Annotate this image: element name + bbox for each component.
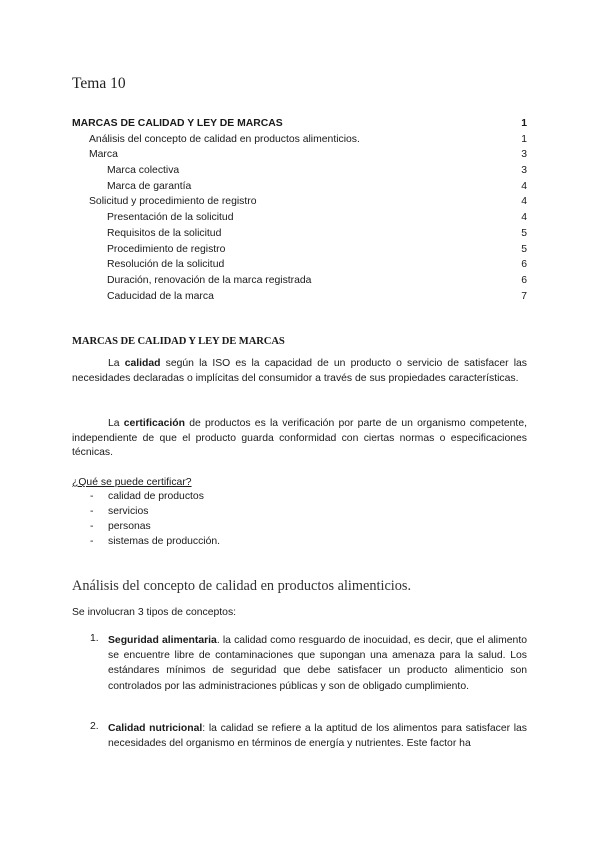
toc-label: Duración, renovación de la marca registrada	[107, 274, 312, 286]
bullet-marker: -	[90, 536, 94, 547]
list-item	[90, 504, 220, 519]
toc-entry[interactable]	[72, 289, 527, 305]
term-certificacion: certificación	[123, 418, 185, 429]
list-item-text: personas	[108, 521, 151, 532]
toc-page: 3	[521, 149, 527, 161]
toc-page: 6	[521, 259, 527, 271]
paragraph-body: según la ISO es la capacidad de un producto o servicio de satisfacer las necesidades declaradas o implícitas del consumidor a través de sus propiedades características.	[72, 358, 527, 384]
toc-label: Requisitos de la solicitud	[107, 227, 222, 239]
term-calidad: calidad	[124, 358, 161, 369]
toc-page: 4	[521, 196, 527, 208]
paragraph-body: de productos es la verificación por parte de un organismo competente, independiente de que el producto guarda conformidad con ciertas normas o especificaciones técnicas.	[72, 418, 527, 459]
toc-entry[interactable]	[72, 226, 527, 242]
list-item-text: sistemas de producción.	[108, 536, 221, 547]
toc-entry[interactable]	[72, 273, 527, 289]
toc-entry[interactable]	[72, 179, 527, 195]
toc-label: Resolución de la solicitud	[107, 259, 225, 271]
toc-entry[interactable]	[72, 194, 527, 210]
item-term: Seguridad alimentaria	[108, 635, 217, 646]
toc-label: Marca de garantía	[107, 180, 192, 192]
item-term: Calidad nutricional	[108, 723, 203, 734]
item-body	[108, 721, 527, 751]
paragraph-lead: La	[108, 418, 124, 429]
toc-page: 1	[521, 133, 527, 145]
numbered-item	[90, 721, 527, 751]
item-number: 1.	[90, 633, 99, 644]
toc-page: 5	[521, 243, 527, 255]
toc-entry[interactable]	[72, 210, 527, 226]
item-number: 2.	[90, 721, 99, 732]
section-heading: MARCAS DE CALIDAD Y LEY DE MARCAS	[72, 336, 285, 347]
toc-page: 1	[521, 118, 527, 129]
paragraph-certificacion	[72, 417, 527, 461]
list-item-text: calidad de productos	[108, 491, 204, 502]
toc-page: 6	[521, 274, 527, 286]
toc-label: Marca	[89, 149, 118, 161]
bullet-list	[90, 489, 220, 549]
list-item	[90, 489, 220, 504]
toc-label: Procedimiento de registro	[107, 243, 226, 255]
table-of-contents	[72, 116, 527, 304]
toc-label: Marca colectiva	[107, 165, 180, 177]
item-text: : la calidad se refiere a la aptitud de los alimentos para satisfacer las necesidades del organismo en términos de energía y nutrientes. Este factor ha	[108, 723, 527, 750]
toc-page: 5	[521, 227, 527, 239]
toc-page: 4	[521, 180, 527, 192]
bullet-marker: -	[90, 521, 94, 532]
toc-entry[interactable]	[72, 147, 527, 163]
toc-page: 3	[521, 165, 527, 177]
bullet-marker: -	[90, 491, 94, 502]
toc-label: Análisis del concepto de calidad en productos alimenticios.	[89, 133, 360, 145]
toc-label: Presentación de la solicitud	[107, 212, 234, 224]
toc-entry[interactable]	[72, 257, 527, 273]
toc-entry[interactable]	[72, 132, 527, 148]
toc-label: Caducidad de la marca	[107, 290, 214, 302]
list-item-text: servicios	[108, 506, 149, 517]
toc-entry[interactable]	[72, 242, 527, 258]
list-item	[90, 534, 220, 549]
toc-entry[interactable]	[72, 116, 527, 132]
numbered-item	[90, 633, 527, 694]
question-label: ¿Qué se puede certificar?	[72, 477, 192, 488]
list-item	[90, 519, 220, 534]
subsection-heading: Análisis del concepto de calidad en productos alimenticios.	[72, 578, 412, 594]
toc-page: 7	[521, 290, 527, 302]
item-body	[108, 633, 527, 694]
paragraph-calidad	[72, 357, 527, 386]
bullet-marker: -	[90, 506, 94, 517]
paragraph-lead: La	[108, 358, 125, 369]
item-text: . la calidad como resguardo de inocuidad, es decir, que el alimento se encuentre libre de contaminaciones que supongan una amenaza para la salud. Los estándares mínimos de seguridad que debe satisfacer un producto alimenticio son controlados por las administraciones públicas y son de obligado cumplimiento.	[108, 635, 527, 692]
intro-text: Se involucran 3 tipos de conceptos:	[72, 607, 237, 618]
toc-page: 4	[521, 212, 527, 224]
document-title: Tema 10	[72, 75, 126, 92]
toc-entry[interactable]	[72, 163, 527, 179]
toc-label: MARCAS DE CALIDAD Y LEY DE MARCAS	[72, 118, 283, 129]
toc-label: Solicitud y procedimiento de registro	[89, 196, 257, 208]
